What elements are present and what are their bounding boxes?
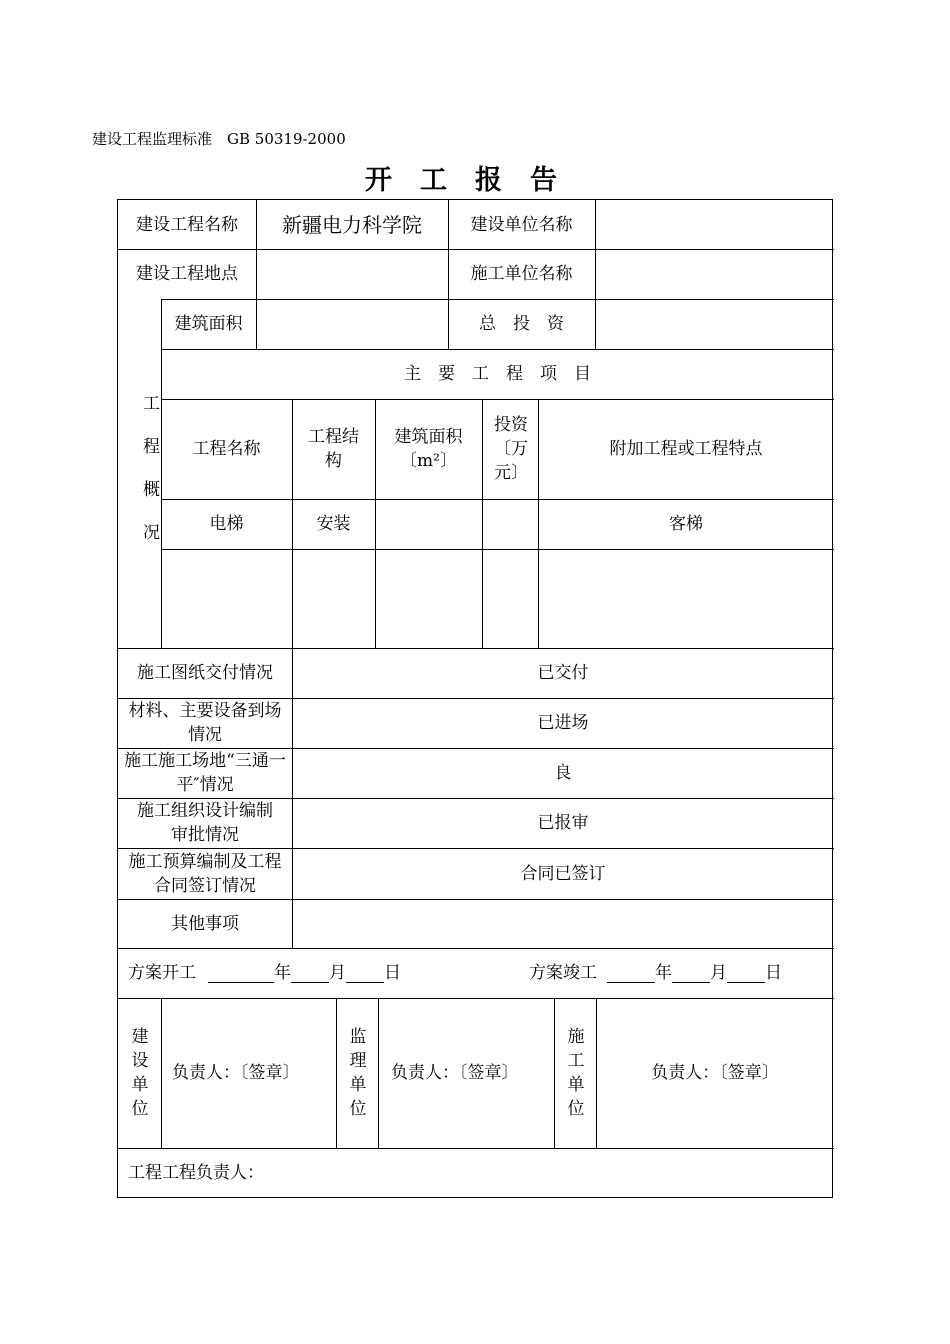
standard-reference: 建设工程监理标准 GB 50319-2000 [92,130,346,148]
item-name-cell: 电梯 [209,514,244,534]
month-label: 月 [329,963,346,983]
item-investment-cell[interactable] [482,499,538,549]
drawings-label: 施工图纸交付情况 [137,663,273,683]
end-day-blank[interactable] [727,964,765,983]
item-area-cell[interactable] [375,599,482,648]
year-label: 年 [274,963,291,983]
owner-signature[interactable]: 负责人：〔签章〕 [172,1063,300,1083]
supervisor-signature[interactable]: 负责人：〔签章〕 [391,1063,519,1083]
item-features-cell[interactable] [538,549,834,599]
budget-contract-label: 施工预算编制及工程合同签订情况 [128,851,282,896]
item-name-cell[interactable] [161,549,292,599]
col-divider [161,998,162,1148]
item-name-cell[interactable] [161,599,292,648]
site-prep-label: 施工施工场地“三通一平″情况 [124,751,286,795]
start-year-blank[interactable] [208,964,274,983]
col-header-features: 附加工程或工程特点 [609,439,763,459]
contractor-label: 施工单位名称 [470,264,573,284]
item-structure-cell[interactable] [292,599,375,648]
planned-completion [529,948,834,998]
other-items-value[interactable] [292,899,834,948]
col-header-name: 工程名称 [192,439,261,459]
item-investment-cell[interactable] [482,549,538,599]
overview-side-label: 工程概况 [139,394,159,566]
site-value[interactable] [256,249,448,299]
start-month-blank[interactable] [291,964,329,983]
area-label: 建筑面积 [174,314,243,334]
planned-start-label: 方案开工 [128,963,196,983]
main-items-heading: 主 要 工 程 项 目 [404,364,591,384]
owner-value[interactable] [595,200,834,249]
col-divider [336,998,337,1148]
planned-completion-label: 方案竣工 [529,963,597,983]
month-label: 月 [710,963,727,983]
item-features-cell: 客梯 [669,514,703,534]
item-structure-cell[interactable] [292,549,375,599]
site-label: 建设工程地点 [136,264,238,284]
page-title: 开工报告 [365,165,585,196]
item-area-cell[interactable] [375,549,482,599]
planned-start [128,948,448,998]
investment-value[interactable] [595,299,834,349]
materials-label: 材料、主要设备到场情况 [128,701,282,745]
item-area-cell[interactable] [375,499,482,549]
other-items-label: 其他事项 [171,913,239,934]
construction-plan-label: 施工组织设计编制审批情况 [137,801,273,845]
project-manager-label: 工程工程负责人： [128,1163,264,1183]
col-divider [554,998,555,1148]
year-label: 年 [655,963,672,983]
item-structure-cell: 安装 [316,514,351,534]
project-name-value: 新疆电力科学院 [282,212,422,237]
site-prep-value: 良 [554,763,572,783]
end-month-blank[interactable] [672,964,710,983]
area-value[interactable] [256,299,448,349]
materials-value: 已进场 [537,713,589,733]
start-report-form [117,199,833,1198]
day-label: 日 [765,963,782,983]
contractor-signature[interactable]: 负责人：〔签章〕 [651,1063,779,1083]
col-header-structure: 工程结构 [308,427,359,471]
contractor-value[interactable] [595,249,834,299]
contractor-unit-label: 施工单位 [567,1027,585,1119]
col-divider [378,998,379,1148]
item-features-cell[interactable] [538,599,834,648]
project-name-label: 建设工程名称 [136,214,238,235]
end-year-blank[interactable] [607,964,655,983]
construction-plan-value: 已报审 [537,813,589,833]
start-day-blank[interactable] [346,964,384,983]
supervisor-unit-label: 监理单位 [349,1027,367,1119]
owner-label: 建设单位名称 [470,214,573,235]
day-label: 日 [384,963,401,983]
owner-unit-label: 建设单位 [131,1027,149,1119]
drawings-value: 已交付 [537,663,589,683]
investment-label: 总 投 资 [479,314,564,334]
col-header-area: 建筑面积〔m²〕 [394,427,463,471]
item-investment-cell[interactable] [482,599,538,648]
budget-contract-value: 合同已签订 [520,863,606,884]
col-header-investment: 投资〔万元〕 [494,415,528,483]
